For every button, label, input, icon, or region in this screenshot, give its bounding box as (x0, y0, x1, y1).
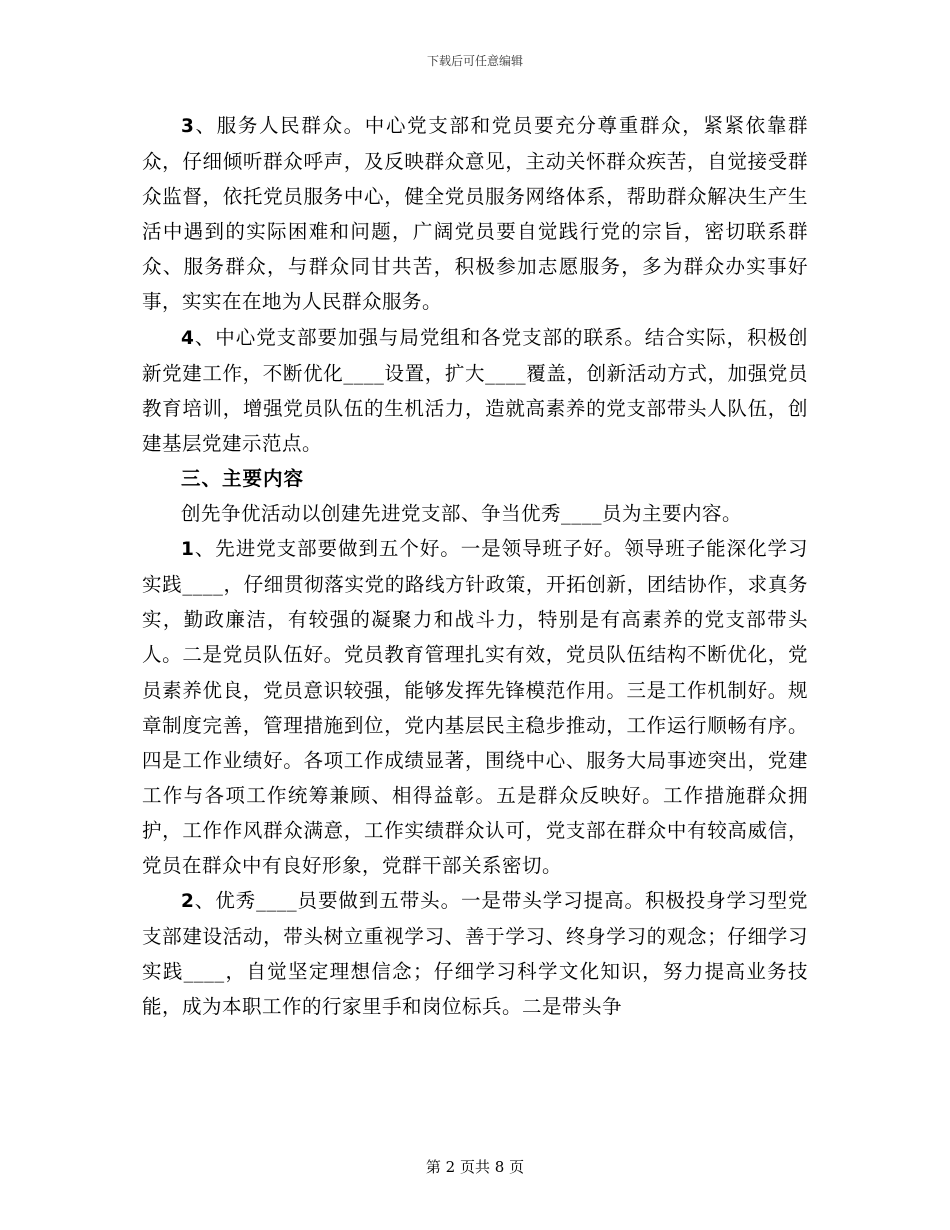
paragraph-service-masses (142, 108, 808, 320)
paragraph-text: 、服务人民群众。中心党支部和党员要充分尊重群众，紧紧依靠群众，仔细倾听群众呼声，及反映群众意见，主动关怀群众疾苦，自觉接受群众监督，依托党员服务中心，健全党员服务网络体系，帮助群众解决生产生活中遇到的实际困难和问题，广阔党员要自觉践行党的宗旨，密切联系群众、服务群众，与群众同甘共苦，积极参加志愿服务，多为群众办实事好事，实实在在地为人民群众服务。 (142, 114, 808, 314)
document-body (142, 108, 808, 1024)
paragraph-text: 创先争优活动以创建先进党支部、争当优秀____员为主要内容。 (181, 502, 743, 526)
paragraph-text: 、先进党支部要做到五个好。一是领导班子好。领导班子能深化学习实践____，仔细贯彻落实党的路线方针政策，开拓创新，团结协作，求真务实，勤政廉洁，有较强的凝聚力和战斗力，特别是有高素养的党支部带头人。二是党员队伍好。党员教育管理扎实有效，党员队伍结构不断优化，党员素养优良，党员意识较强，能够发挥先锋模范作用。三是工作机制好。规章制度完善，管理措施到位，党内基层民主稳步推动，工作运行顺畅有序。四是工作业绩好。各项工作成绩显著，围绕中心、服务大局事迹突出，党建工作与各项工作统筹兼顾、相得益彰。五是群众反映好。工作措施群众拥护，工作作风群众满意，工作实绩群众认可，党支部在群众中有较高威信，党员在群众中有良好形象，党群干部关系密切。 (142, 537, 808, 877)
paragraph-branch-liaison (142, 320, 808, 461)
paragraph-text: 、优秀____员要做到五带头。一是带头学习提高。积极投身学习型党支部建设活动，带头树立重视学习、善于学习、终身学习的观念；仔细学习实践____，自觉坚定理想信念；仔细学习科学文化知识，努力提高业务技能，成为本职工作的行家里手和岗位标兵。二是带头争 (142, 889, 808, 1019)
item-number: 2 (181, 891, 195, 913)
page-header-note: 下载后可任意编辑 (426, 54, 523, 68)
paragraph-excellent-member (142, 883, 808, 1024)
section-heading-main-content: 三、主要内容 (181, 466, 305, 490)
item-number: 4 (181, 327, 195, 349)
paragraph-advanced-branch (142, 531, 808, 883)
page-number-footer: 第 2 页共 8 页 (425, 1158, 525, 1176)
paragraph-text: 、中心党支部要加强与局党组和各党支部的联系。结合实际，积极创新党建工作，不断优化____设置，扩大____覆盖，创新活动方式，加强党员教育培训，增强党员队伍的生机活力，造就高素养的党支部带头人队伍，创建基层党建示范点。 (142, 325, 808, 455)
item-number: 1 (181, 539, 195, 561)
item-number: 3 (181, 116, 195, 137)
paragraph-main-content-intro (142, 496, 808, 531)
